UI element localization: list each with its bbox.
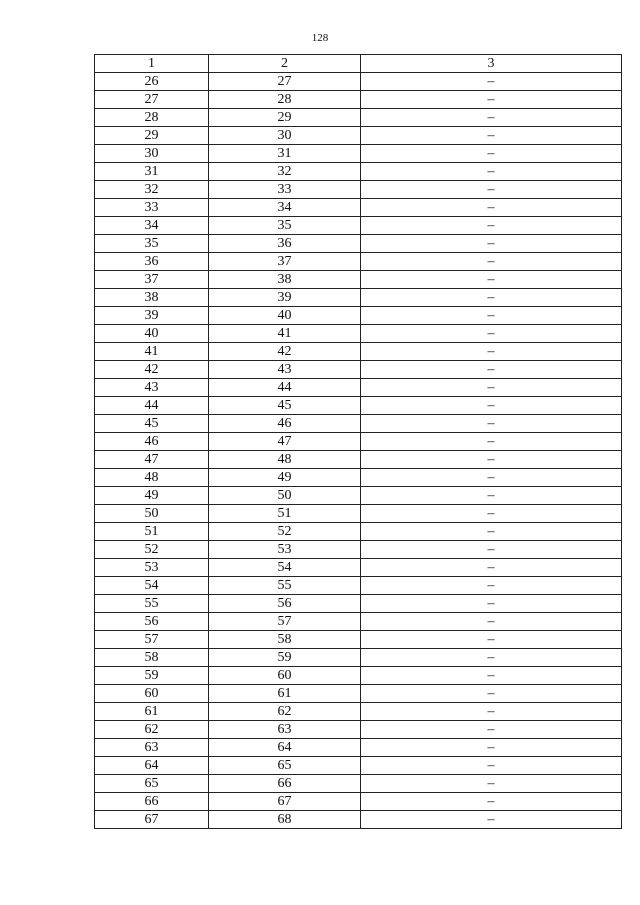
table-cell-col-1: 67 (95, 811, 209, 829)
table-row (95, 433, 622, 451)
table-cell-col-2: 66 (209, 775, 361, 793)
data-table (94, 54, 622, 829)
table-cell-col-2: 37 (209, 253, 361, 271)
table-cell-col-2: 31 (209, 145, 361, 163)
table-cell-col-2: 48 (209, 451, 361, 469)
table-row (95, 739, 622, 757)
table-row (95, 505, 622, 523)
table-cell-col-1: 49 (95, 487, 209, 505)
table-cell-col-2: 43 (209, 361, 361, 379)
table-cell-col-2: 27 (209, 73, 361, 91)
table-cell-col-2: 56 (209, 595, 361, 613)
table-row (95, 793, 622, 811)
table-cell-col-3: – (361, 469, 622, 487)
table-row (95, 613, 622, 631)
table-row (95, 721, 622, 739)
table-row (95, 307, 622, 325)
table-row (95, 415, 622, 433)
table-row (95, 73, 622, 91)
table-row (95, 595, 622, 613)
table-row (95, 577, 622, 595)
table-cell-col-1: 54 (95, 577, 209, 595)
table-cell-col-2: 44 (209, 379, 361, 397)
table-row (95, 325, 622, 343)
table-cell-col-3: – (361, 307, 622, 325)
column-header-2: 2 (209, 55, 361, 73)
table-row (95, 811, 622, 829)
table-cell-col-2: 50 (209, 487, 361, 505)
table-cell-col-1: 40 (95, 325, 209, 343)
table-cell-col-1: 31 (95, 163, 209, 181)
table-row (95, 271, 622, 289)
table-cell-col-2: 65 (209, 757, 361, 775)
table-cell-col-2: 54 (209, 559, 361, 577)
table-cell-col-3: – (361, 613, 622, 631)
table-cell-col-1: 38 (95, 289, 209, 307)
table-cell-col-3: – (361, 181, 622, 199)
table-row (95, 397, 622, 415)
table-cell-col-1: 62 (95, 721, 209, 739)
table-body (95, 73, 622, 829)
table-cell-col-3: – (361, 109, 622, 127)
table-cell-col-1: 65 (95, 775, 209, 793)
table-cell-col-1: 56 (95, 613, 209, 631)
table-cell-col-3: – (361, 217, 622, 235)
table-cell-col-3: – (361, 685, 622, 703)
table-cell-col-1: 47 (95, 451, 209, 469)
table-row (95, 487, 622, 505)
table-cell-col-3: – (361, 343, 622, 361)
table-cell-col-1: 35 (95, 235, 209, 253)
table-cell-col-1: 52 (95, 541, 209, 559)
table-cell-col-3: – (361, 739, 622, 757)
table-cell-col-3: – (361, 757, 622, 775)
table-cell-col-1: 42 (95, 361, 209, 379)
table-cell-col-1: 61 (95, 703, 209, 721)
table-row (95, 649, 622, 667)
table-cell-col-3: – (361, 361, 622, 379)
table-cell-col-1: 45 (95, 415, 209, 433)
table-cell-col-3: – (361, 433, 622, 451)
table-cell-col-2: 59 (209, 649, 361, 667)
table-cell-col-2: 34 (209, 199, 361, 217)
table-cell-col-2: 29 (209, 109, 361, 127)
table-row (95, 127, 622, 145)
table-cell-col-3: – (361, 667, 622, 685)
table-row (95, 235, 622, 253)
table-cell-col-1: 36 (95, 253, 209, 271)
table-cell-col-2: 41 (209, 325, 361, 343)
table-row (95, 523, 622, 541)
table-cell-col-2: 40 (209, 307, 361, 325)
table-cell-col-3: – (361, 253, 622, 271)
column-header-3: 3 (361, 55, 622, 73)
table-header (95, 55, 622, 73)
table-cell-col-3: – (361, 163, 622, 181)
table-cell-col-3: – (361, 397, 622, 415)
table-cell-col-2: 45 (209, 397, 361, 415)
table-cell-col-1: 32 (95, 181, 209, 199)
table-cell-col-1: 51 (95, 523, 209, 541)
table-cell-col-3: – (361, 379, 622, 397)
table-row (95, 667, 622, 685)
table-row (95, 253, 622, 271)
table-cell-col-1: 44 (95, 397, 209, 415)
table-row (95, 343, 622, 361)
table-row (95, 685, 622, 703)
table-cell-col-2: 57 (209, 613, 361, 631)
table-cell-col-2: 55 (209, 577, 361, 595)
table-cell-col-2: 30 (209, 127, 361, 145)
table-cell-col-1: 50 (95, 505, 209, 523)
table-cell-col-3: – (361, 505, 622, 523)
table-cell-col-1: 39 (95, 307, 209, 325)
table-cell-col-1: 26 (95, 73, 209, 91)
table-cell-col-1: 60 (95, 685, 209, 703)
table-cell-col-3: – (361, 577, 622, 595)
table-cell-col-2: 35 (209, 217, 361, 235)
table-cell-col-2: 28 (209, 91, 361, 109)
table-cell-col-1: 34 (95, 217, 209, 235)
table-cell-col-1: 66 (95, 793, 209, 811)
table-cell-col-1: 59 (95, 667, 209, 685)
table-cell-col-2: 33 (209, 181, 361, 199)
table-cell-col-3: – (361, 559, 622, 577)
table-cell-col-1: 33 (95, 199, 209, 217)
table-cell-col-2: 42 (209, 343, 361, 361)
table-cell-col-1: 28 (95, 109, 209, 127)
table-cell-col-1: 63 (95, 739, 209, 757)
table-row (95, 163, 622, 181)
table-row (95, 631, 622, 649)
table-row (95, 541, 622, 559)
table-cell-col-3: – (361, 235, 622, 253)
table-cell-col-3: – (361, 127, 622, 145)
column-header-1: 1 (95, 55, 209, 73)
table-cell-col-1: 58 (95, 649, 209, 667)
table-cell-col-2: 63 (209, 721, 361, 739)
table-cell-col-1: 29 (95, 127, 209, 145)
table-cell-col-3: – (361, 541, 622, 559)
table-cell-col-3: – (361, 271, 622, 289)
table-row (95, 145, 622, 163)
header-row (95, 55, 622, 73)
table-cell-col-1: 30 (95, 145, 209, 163)
table-cell-col-2: 46 (209, 415, 361, 433)
table-row (95, 451, 622, 469)
table-cell-col-3: – (361, 703, 622, 721)
table-cell-col-3: – (361, 811, 622, 829)
table-row (95, 559, 622, 577)
table-cell-col-2: 39 (209, 289, 361, 307)
table-cell-col-2: 64 (209, 739, 361, 757)
table-cell-col-1: 37 (95, 271, 209, 289)
table-cell-col-1: 57 (95, 631, 209, 649)
table-row (95, 469, 622, 487)
table-row (95, 217, 622, 235)
table-cell-col-3: – (361, 145, 622, 163)
table-cell-col-3: – (361, 775, 622, 793)
table-cell-col-1: 64 (95, 757, 209, 775)
table-cell-col-2: 38 (209, 271, 361, 289)
table-cell-col-3: – (361, 649, 622, 667)
table-cell-col-3: – (361, 721, 622, 739)
table-row (95, 379, 622, 397)
table-row (95, 91, 622, 109)
table-cell-col-2: 36 (209, 235, 361, 253)
table-cell-col-3: – (361, 523, 622, 541)
table-cell-col-3: – (361, 793, 622, 811)
table-cell-col-2: 51 (209, 505, 361, 523)
table-row (95, 181, 622, 199)
table-row (95, 775, 622, 793)
table-cell-col-2: 58 (209, 631, 361, 649)
table-cell-col-1: 55 (95, 595, 209, 613)
table-cell-col-2: 52 (209, 523, 361, 541)
table-row (95, 757, 622, 775)
table-row (95, 199, 622, 217)
table-cell-col-1: 41 (95, 343, 209, 361)
table-cell-col-3: – (361, 595, 622, 613)
table-row (95, 361, 622, 379)
table-cell-col-1: 48 (95, 469, 209, 487)
table-row (95, 109, 622, 127)
table-cell-col-3: – (361, 325, 622, 343)
table-cell-col-3: – (361, 415, 622, 433)
table-cell-col-2: 60 (209, 667, 361, 685)
table-cell-col-3: – (361, 631, 622, 649)
table-cell-col-3: – (361, 73, 622, 91)
table-cell-col-3: – (361, 451, 622, 469)
table-cell-col-1: 46 (95, 433, 209, 451)
table-cell-col-3: – (361, 289, 622, 307)
table-cell-col-1: 27 (95, 91, 209, 109)
table-container (94, 54, 621, 829)
table-cell-col-3: – (361, 91, 622, 109)
table-row (95, 289, 622, 307)
table-row (95, 703, 622, 721)
table-cell-col-2: 53 (209, 541, 361, 559)
table-cell-col-2: 32 (209, 163, 361, 181)
table-cell-col-1: 53 (95, 559, 209, 577)
table-cell-col-2: 47 (209, 433, 361, 451)
table-cell-col-3: – (361, 487, 622, 505)
table-cell-col-2: 49 (209, 469, 361, 487)
table-cell-col-2: 67 (209, 793, 361, 811)
table-cell-col-2: 62 (209, 703, 361, 721)
table-cell-col-2: 68 (209, 811, 361, 829)
table-cell-col-3: – (361, 199, 622, 217)
page-number: 128 (311, 32, 329, 44)
table-cell-col-2: 61 (209, 685, 361, 703)
table-cell-col-1: 43 (95, 379, 209, 397)
